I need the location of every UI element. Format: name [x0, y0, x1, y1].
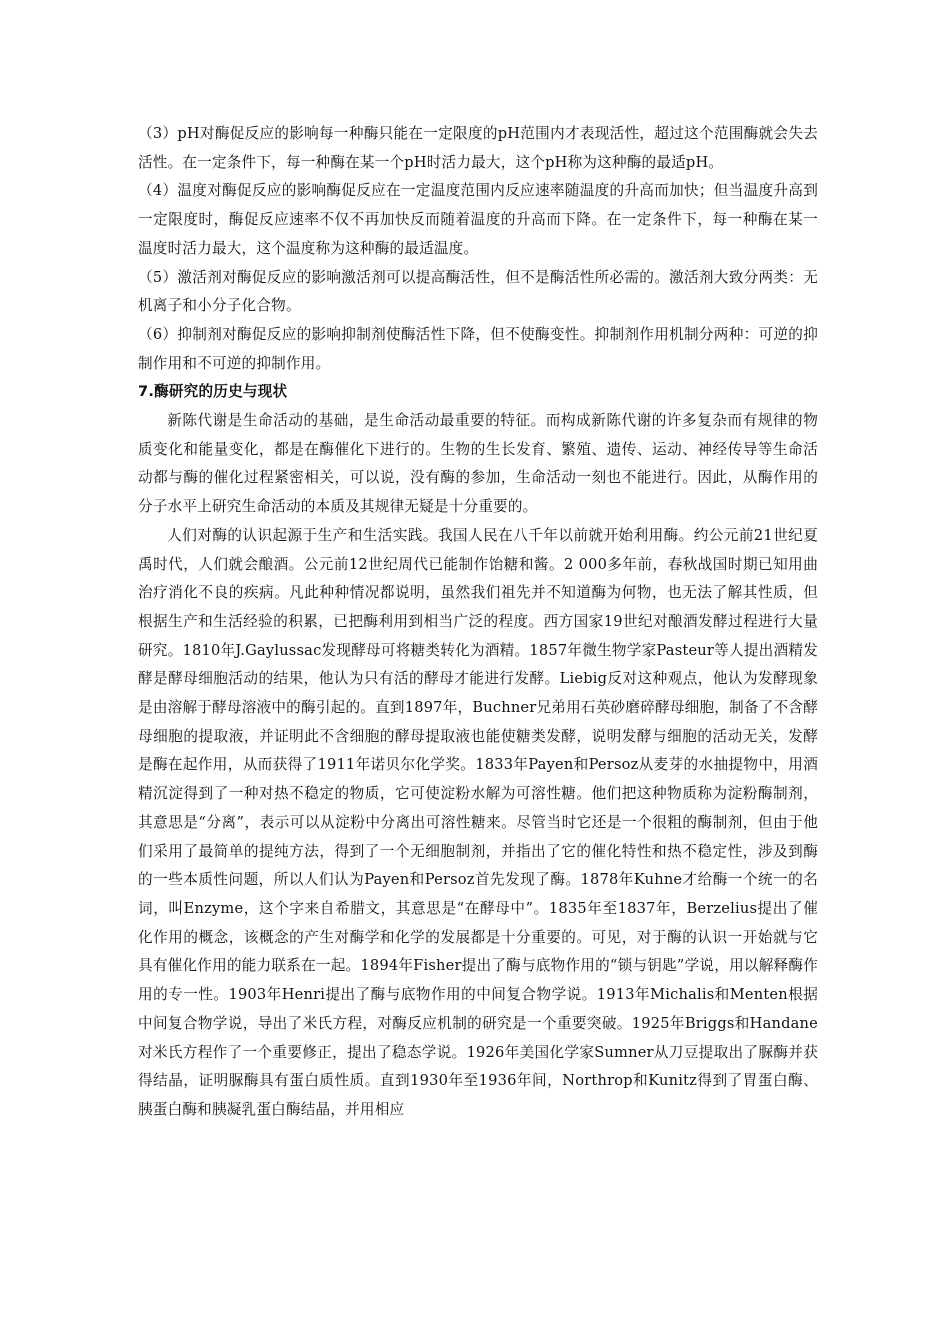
paragraph-metabolism: 新陈代谢是生命活动的基础，是生命活动最重要的特征。而构成新陈代谢的许多复杂而有规律的物质变化和能量变化，都是在酶催化下进行的。生物的生长发育、繁殖、遗传、运动、神经传导等生命活动都与酶的催化过程紧密相关，可以说，没有酶的参加，生命活动一刻也不能进行。因此，从酶作用的分子水平上研究生命活动的本质及其规律无疑是十分重要的。 [138, 412, 818, 516]
section-heading: 7.酶研究的历史与现状 [138, 383, 288, 401]
document-page [138, 120, 818, 1125]
list-item-inhibitor: （6）抑制剂对酶促反应的影响抑制剂使酶活性下降，但不使酶变性。抑制剂作用机制分两种：可逆的抑制作用和不可逆的抑制作用。 [138, 325, 818, 372]
list-item-activator: （5）激活剂对酶促反应的影响激活剂可以提高酶活性，但不是酶活性所必需的。激活剂大致分两类：无机离子和小分子化合物。 [138, 268, 818, 315]
list-item-ph: （3）pH对酶促反应的影响每一种酶只能在一定限度的pH范围内才表现活性，超过这个范围酶就会失去活性。在一定条件下，每一种酶在某一个pH时活力最大，这个pH称为这种酶的最适pH。 [138, 125, 818, 171]
list-item-temperature: （4）温度对酶促反应的影响酶促反应在一定温度范围内反应速率随温度的升高而加快；但当温度升高到一定限度时，酶促反应速率不仅不再加快反而随着温度的升高而下降。在一定条件下，每一种酶在某一温度时活力最大，这个温度称为这种酶的最适温度。 [138, 182, 818, 257]
paragraph-history: 人们对酶的认识起源于生产和生活实践。我国人民在八千年以前就开始利用酶。约公元前21世纪夏禹时代，人们就会酿酒。公元前12世纪周代已能制作饴糖和酱。2 000多年前，春秋战国时期已知用曲治疗消化不良的疾病。凡此种种情况都说明，虽然我们祖先并不知道酶为何物，也无法了解其性质，但根据生产和生活经验的积累，已把酶利用到相当广泛的程度。西方国家19世纪对酿酒发酵过程进行大量研究。1810年J.Gaylussac发现酵母可将糖类转化为酒精。1857年微生物学家Pasteur等人提出酒精发酵是酵母细胞活动的结果，他认为只有活的酵母才能进行发酵。Liebig反对这种观点，他认为发酵现象是由溶解于酵母溶液中的酶引起的。直到1897年，Buchner兄弟用石英砂磨碎酵母细胞，制备了不含酵母细胞的提取液，并证明此不含细胞的酵母提取液也能使糖类发酵，说明发酵与细胞的活动无关，发酵是酶在起作用，从而获得了1911年诺贝尔化学奖。1833年Payen和Persoz从麦芽的水抽提物中，用酒精沉淀得到了一种对热不稳定的物质，它可使淀粉水解为可溶性糖。他们把这种物质称为淀粉酶制剂，其意思是“分离”，表示可以从淀粉中分离出可溶性糖来。尽管当时它还是一个很粗的酶制剂，但由于他们采用了最简单的提纯方法，得到了一个无细胞制剂，并指出了它的催化特性和热不稳定性，涉及到酶的一些本质性问题，所以人们认为Payen和Persoz首先发现了酶。1878年Kuhne才给酶一个统一的名词，叫Enzyme，这个字来自希腊文，其意思是“在酵母中”。1835年至1837年，Berzelius提出了催化作用的概念，该概念的产生对酶学和化学的发展都是十分重要的。可见，对于酶的认识一开始就与它具有催化作用的能力联系在一起。1894年Fisher提出了酶与底物作用的“锁与钥匙”学说，用以解释酶作用的专一性。1903年Henri提出了酶与底物作用的中间复合物学说。1913年Michalis和Menten根据中间复合物学说，导出了米氏方程，对酶反应机制的研究是一个重要突破。1925年Briggs和Handane对米氏方程作了一个重要修正，提出了稳态学说。1926年美国化学家Sumner从刀豆提取出了脲酶并获得结晶，证明脲酶具有蛋白质性质。直到1930年至1936年间，Northrop和Kunitz得到了胃蛋白酶、胰蛋白酶和胰凝乳蛋白酶结晶，并用相应 [138, 526, 818, 1118]
